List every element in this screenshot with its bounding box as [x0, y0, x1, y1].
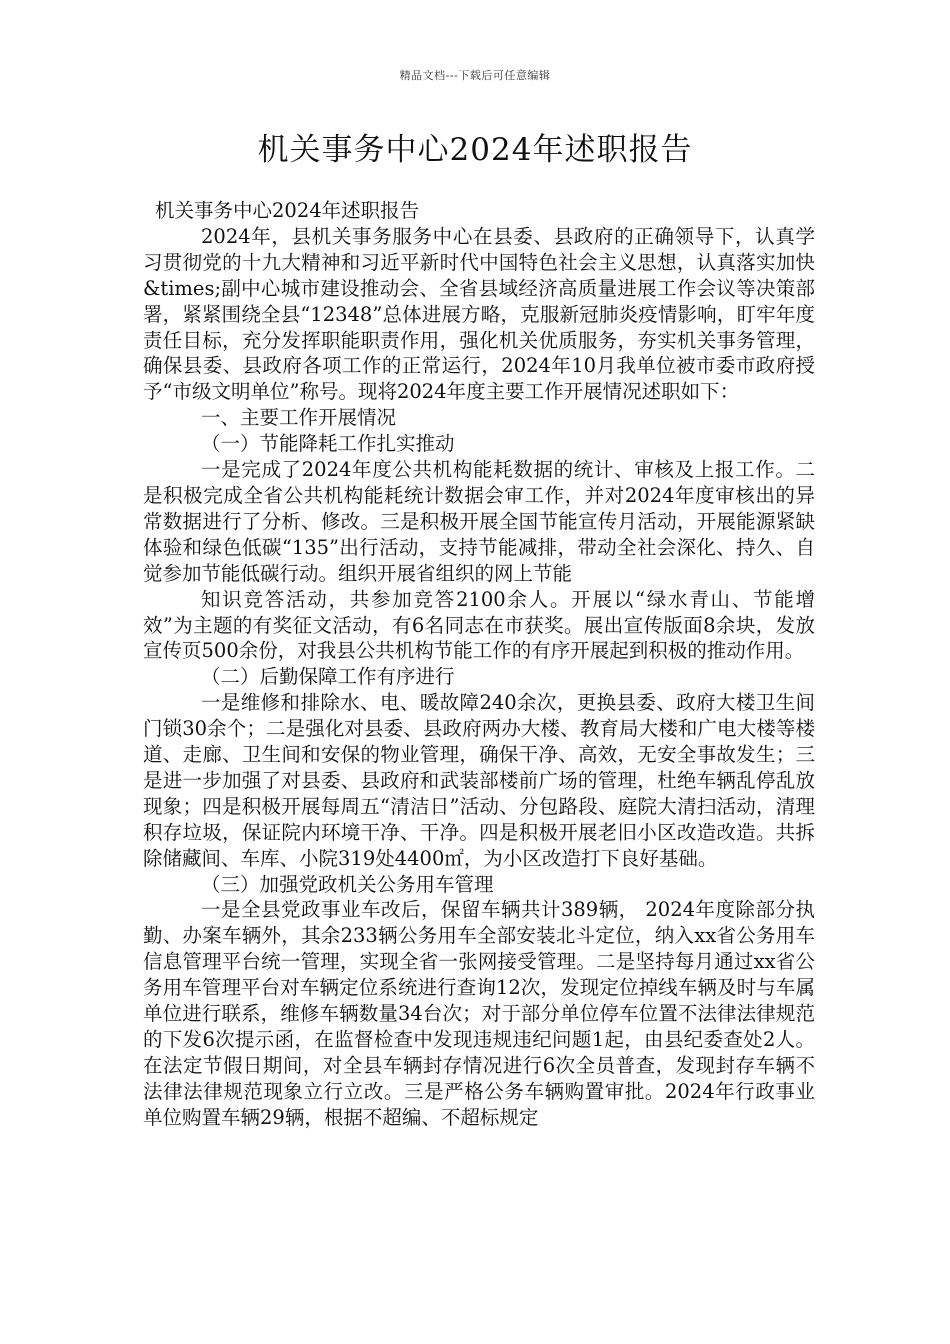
subsection-heading-energy: （一）节能降耗工作扎实推动	[201, 432, 455, 456]
paragraph-energy: 一是完成了2024年度公共机构能耗数据的统计、审核及上报工作。二是积极完成全省公共机构能耗统计数据会审工作，并对2024年度审核出的异常数据进行了分析、修改。三是积极开展全国节能宣传月活动，开展能源紧缺体验和绿色低碳“135”出行活动，支持节能减排，带动全社会深化、持久、自觉参加节能低碳行动。组织开展省组织的网上节能	[143, 458, 815, 585]
document-body	[143, 198, 815, 1131]
paragraph-energy-continued: 知识竞答活动，共参加竞答2100余人。开展以“绿水青山、节能增效”为主题的有奖征文活动，有6名同志在市获奖。展出宣传版面8余块，发放宣传页500余份，对我县公共机构节能工作的有序开展起到积极的推动作用。	[143, 587, 815, 663]
subsection-heading-logistics: （二）后勤保障工作有序进行	[201, 665, 455, 689]
document-title: 机关事务中心2024年述职报告	[257, 132, 693, 168]
paragraph-logistics: 一是维修和排除水、电、暖故障240余次，更换县委、政府大楼卫生间门锁30余个；二是强化对县委、县政府两办大楼、教育局大楼和广电大楼等楼道、走廊、卫生间和安保的物业管理，确保干净、高效，无安全事故发生；三是进一步加强了对县委、县政府和武装部楼前广场的管理，杜绝车辆乱停乱放现象；四是积极开展每周五“清洁日”活动、分包路段、庭院大清扫活动，清理积存垃圾，保证院内环境干净、干净。四是积极开展老旧小区改造改造。共拆除储藏间、车库、小院319处4400㎡，为小区改造打下良好基础。	[143, 691, 815, 870]
document-subtitle: 机关事务中心2024年述职报告	[155, 199, 420, 222]
subsection-heading-vehicles: （三）加强党政机关公务用车管理	[201, 872, 494, 896]
header-note: 精品文档---下载后可任意编辑	[399, 69, 551, 82]
section-heading-main-work: 一、主要工作开展情况	[201, 406, 397, 430]
paragraph-intro: 2024年，县机关事务服务中心在县委、县政府的正确领导下，认真学习贯彻党的十九大精神和习近平新时代中国特色社会主义思想，认真落实加快&times;副中心城市建设推动会、全省县域经济高质量进展工作会议等决策部署，紧紧围绕全县“12348”总体进展方略，克服新冠肺炎疫情影响，盯牢年度责任目标，充分发挥职能职责作用，强化机关优质服务，夯实机关事务管理，确保县委、县政府各项工作的正常运行，2024年10月我单位被市委市政府授予“市级文明单位”称号。现将2024年度主要工作开展情况述职如下：	[143, 224, 815, 404]
paragraph-vehicles: 一是全县党政事业车改后，保留车辆共计389辆， 2024年度除部分执勤、办案车辆外，其余233辆公务用车全部安装北斗定位，纳入xx省公务用车信息管理平台统一管理，实现全省一张网接受管理。二是坚持每月通过xx省公务用车管理平台对车辆定位系统进行查询12次，发现定位掉线车辆及时与车属单位进行联系，维修车辆数量34台次；对于部分单位停车位置不法律法律规范的下发6次提示函，在监督检查中发现违规违纪问题1起，由县纪委查处2人。在法定节假日期间，对全县车辆封存情况进行6次全员普查，发现封存车辆不法律法律规范现象立行立改。三是严格公务车辆购置审批。2024年行政事业单位购置车辆29辆，根据不超编、不超标规定	[143, 898, 815, 1129]
